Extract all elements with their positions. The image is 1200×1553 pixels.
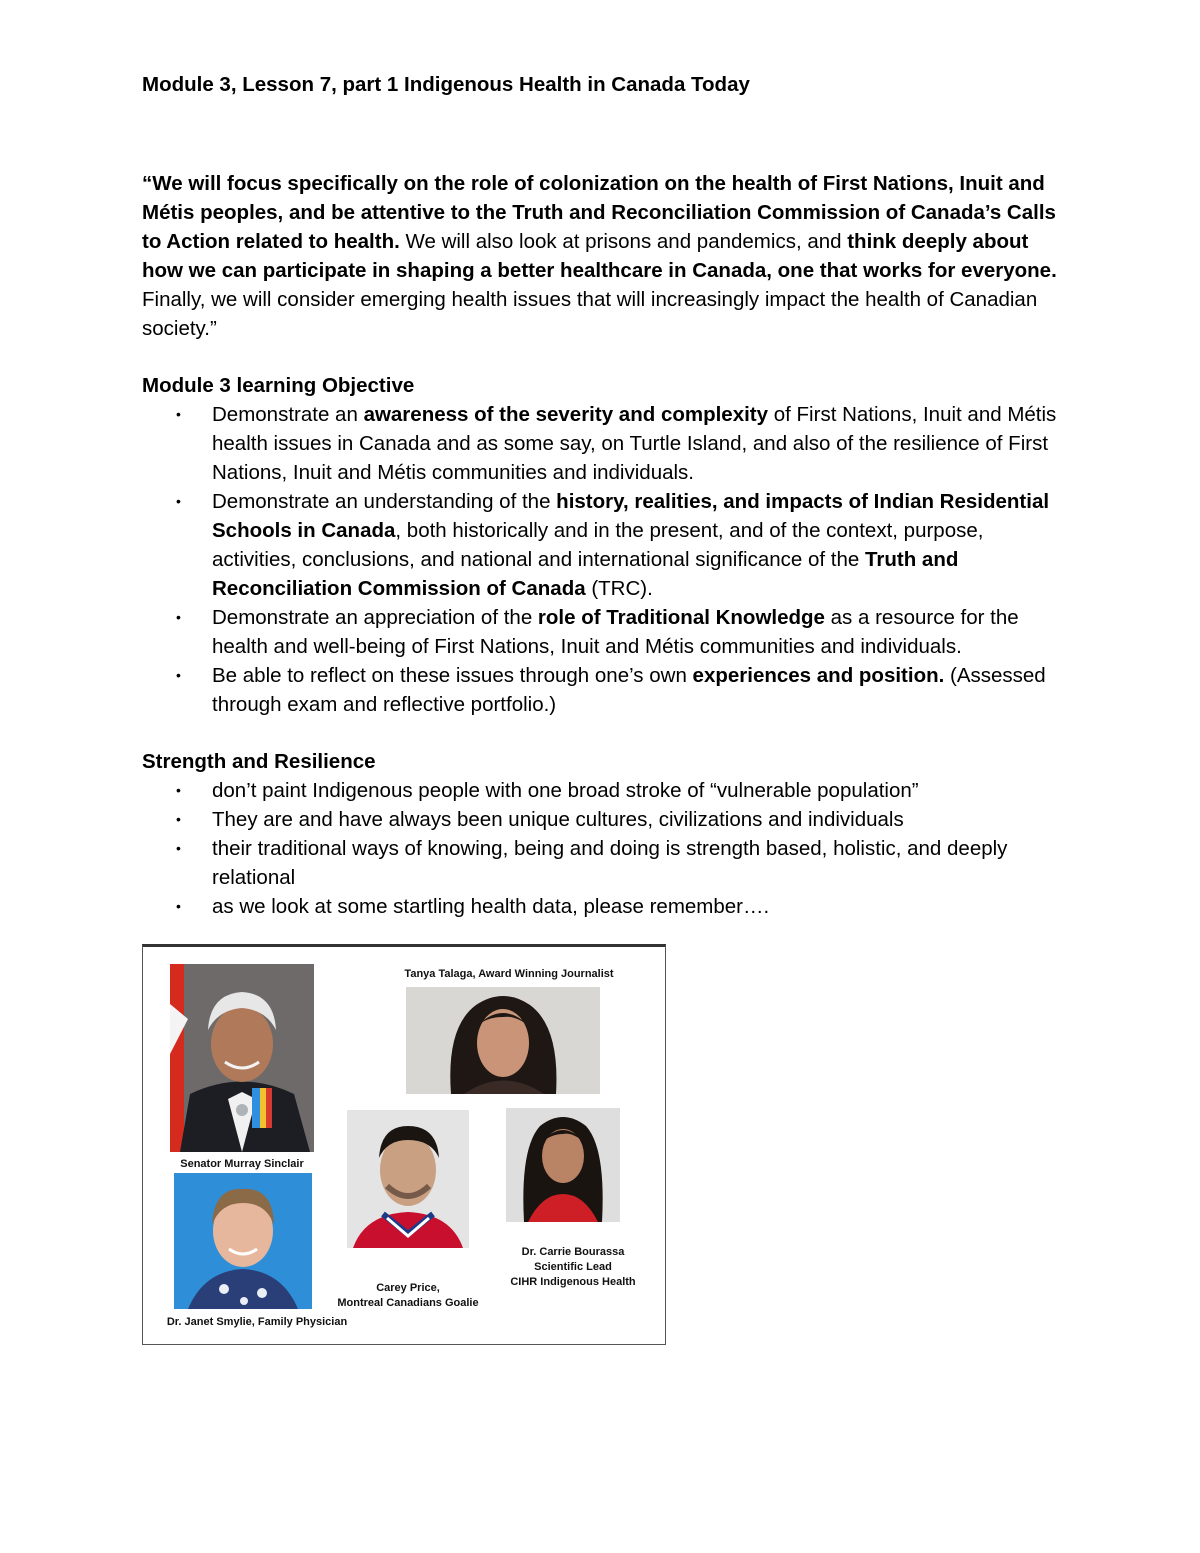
objective-item (176, 661, 1072, 719)
objective-text: Be able to reflect on these issues through one’s own (212, 664, 693, 687)
objective-emphasis: history, realities, and impacts of Indian Residential Schools in Canada (212, 490, 1050, 542)
objectives-heading: Module 3 learning Objective (142, 374, 415, 397)
strength-text: They are and have always been unique cultures, civilizations and individuals (212, 808, 904, 831)
objective-item (176, 400, 1072, 487)
price-caption-line2: Montreal Canadians Goalie (337, 1297, 479, 1309)
bourassa-caption (483, 1245, 663, 1290)
bullet-icon: • (176, 782, 181, 798)
talaga-caption: Tanya Talaga, Award Winning Journalist (404, 968, 614, 980)
sinclair-caption: Senator Murray Sinclair (180, 1158, 304, 1170)
intro-quote (142, 169, 1072, 343)
objective-text: of First Nations, Inuit and Métis health issues in Canada and as some say, on Turtle Island, and also of the resilience of First Nations, Inuit and Métis communities and individuals. (212, 403, 1057, 484)
bourassa-caption-line2: Scientific Lead (534, 1261, 612, 1273)
strength-item (176, 805, 1072, 834)
page-title: Module 3, Lesson 7, part 1 Indigenous Health in Canada Today (142, 73, 750, 96)
objective-emphasis: role of Traditional Knowledge (537, 606, 825, 629)
objective-text: as a resource for the health and well-being of First Nations, Inuit and Métis communities and individuals. (212, 606, 1019, 658)
strength-item (176, 892, 1072, 921)
bullet-icon: • (176, 667, 181, 683)
objective-text: Demonstrate an appreciation of the (212, 606, 538, 629)
objective-text: Demonstrate an (212, 403, 364, 426)
price-photo (347, 1110, 469, 1248)
quote-bold-3: think deeply about how we can participate in shaping a better healthcare in Canada, one that works for everyone. (142, 230, 1057, 282)
objective-text: (Assessed through exam and reflective portfolio.) (212, 664, 1046, 716)
strength-heading: Strength and Resilience (142, 750, 376, 773)
talaga-photo (406, 987, 600, 1094)
strength-item (176, 776, 1072, 805)
strength-item (176, 834, 1072, 892)
strength-text: their traditional ways of knowing, being and doing is strength based, holistic, and deeply relational (212, 837, 1008, 889)
sinclair-photo (170, 964, 314, 1152)
smylie-photo (174, 1173, 312, 1309)
quote-text-2: We will also look at prisons and pandemics, and (399, 230, 848, 253)
objective-text: , both historically and in the present, and of the context, purpose, activities, conclusions, and national and international significance of the (212, 519, 984, 571)
bullet-icon: • (176, 811, 181, 827)
quote-text-4: Finally, we will consider emerging health issues that will increasingly impact the health of Canadian society.” (142, 288, 1038, 340)
bullet-icon: • (176, 493, 181, 509)
price-caption (313, 1281, 503, 1311)
objective-emphasis: experiences and position. (692, 664, 945, 687)
strength-text: don’t paint Indigenous people with one broad stroke of “vulnerable population” (212, 779, 919, 802)
document-page (142, 70, 1072, 921)
strength-text: as we look at some startling health data, please remember…. (212, 895, 770, 918)
bullet-icon: • (176, 406, 181, 422)
objective-text: (TRC). (585, 577, 653, 600)
price-caption-line1: Carey Price, (376, 1282, 440, 1294)
bourassa-photo (506, 1108, 620, 1222)
bullet-icon: • (176, 840, 181, 856)
strength-list (142, 776, 1072, 921)
objectives-list (142, 400, 1072, 719)
bullet-icon: • (176, 898, 181, 914)
smylie-caption: Dr. Janet Smylie, Family Physician (166, 1316, 348, 1328)
bourassa-caption-line1: Dr. Carrie Bourassa (521, 1246, 625, 1258)
bullet-icon: • (176, 609, 181, 625)
objective-emphasis: awareness of the severity and complexity (363, 403, 769, 426)
quote-bold-1: “We will focus specifically on the role of colonization on the health of First Nations, Inuit and Métis peoples, and be attentive to the Truth and Reconciliation Commission of Canada’s Calls to Action related to health. (142, 172, 1056, 253)
objective-item (176, 487, 1072, 603)
people-figure (142, 944, 666, 1345)
objective-item (176, 603, 1072, 661)
bourassa-caption-line3: CIHR Indigenous Health (510, 1276, 636, 1288)
objective-emphasis: Truth and Reconciliation Commission of Canada (212, 548, 959, 600)
objective-text: Demonstrate an understanding of the (212, 490, 557, 513)
